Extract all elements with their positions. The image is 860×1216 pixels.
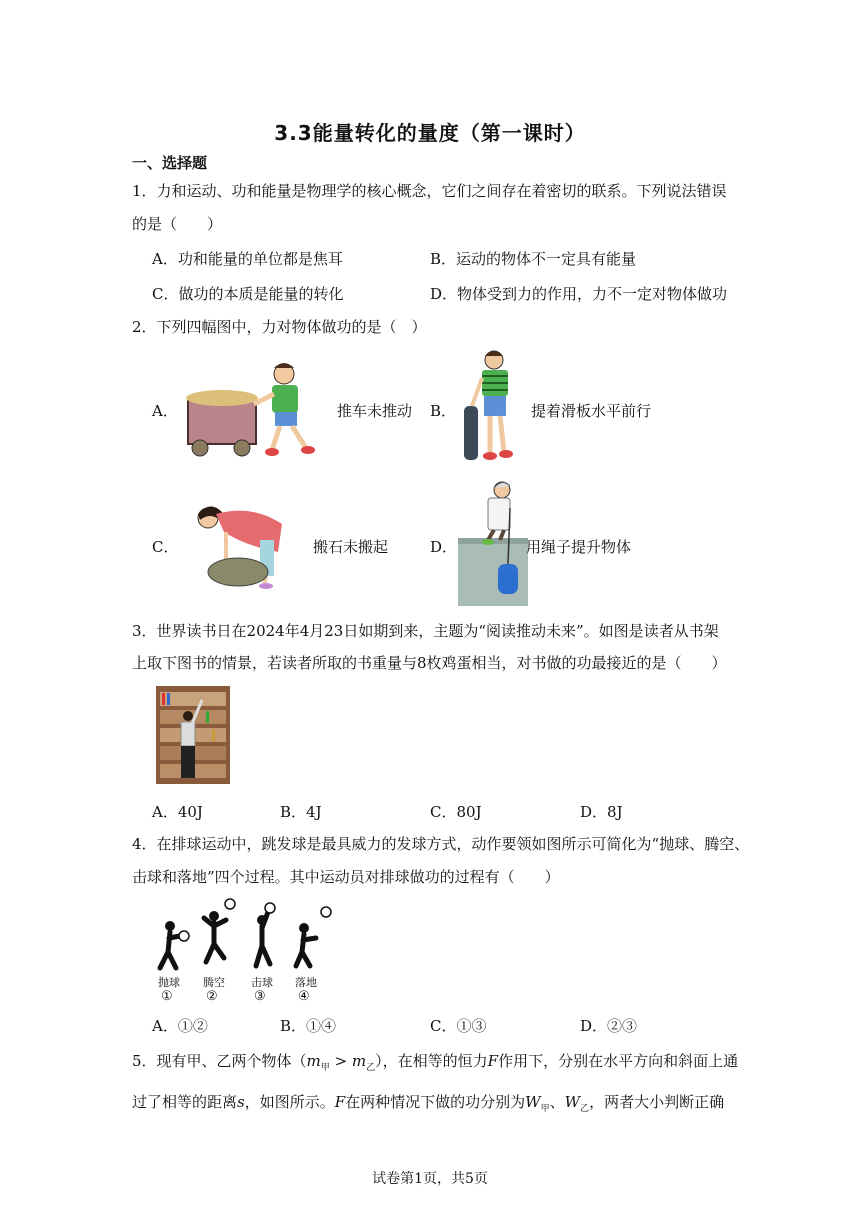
q4-num-2: ② bbox=[206, 989, 218, 1004]
q4-label-3: 击球 bbox=[251, 976, 273, 989]
q2-caption-d: 用绳子提升物体 bbox=[526, 538, 632, 556]
q4-option-d: D．②③ bbox=[580, 1017, 638, 1035]
land-figure bbox=[296, 907, 331, 966]
q4-label-1: 抛球 bbox=[158, 976, 180, 989]
q1-stem-line2: 的是（ ） bbox=[132, 215, 223, 233]
carry-skateboard-illustration bbox=[462, 348, 522, 468]
bookshelf-photo bbox=[156, 686, 230, 784]
q4-num-4: ④ bbox=[298, 989, 310, 1004]
push-cart-illustration bbox=[180, 360, 330, 460]
q5-stem-line1: 5．现有甲、乙两个物体$(m_甲 > m_乙)$，在相等的恒力F作用下，分别在水平方向和斜面上通 bbox=[132, 1052, 739, 1073]
jump-figure bbox=[204, 899, 235, 962]
q4-num-1: ① bbox=[161, 989, 173, 1004]
q3-option-b: B．4J bbox=[280, 803, 322, 821]
toss-figure bbox=[160, 921, 189, 968]
page-title: 3.3能量转化的量度（第一课时） bbox=[274, 121, 586, 145]
q2-caption-b: 提着滑板水平前行 bbox=[531, 402, 652, 420]
q2-option-d-label: D． bbox=[430, 538, 458, 556]
q3-option-c: C．80J bbox=[430, 803, 482, 821]
page-footer: 试卷第1页，共5页 bbox=[372, 1171, 488, 1187]
q2-option-b-label: B． bbox=[430, 402, 457, 420]
q4-option-c: C．①③ bbox=[430, 1017, 487, 1035]
q1-option-b: B．运动的物体不一定具有能量 bbox=[430, 250, 637, 268]
rope-lift-illustration bbox=[458, 478, 528, 606]
q4-stem-line1: 4．在排球运动中，跳发球是最具威力的发球方式，动作要领如图所示可简化为“抛球、腾空、 bbox=[132, 835, 750, 853]
section-heading: 一、选择题 bbox=[132, 154, 208, 172]
q2-caption-c: 搬石未搬起 bbox=[313, 538, 389, 556]
q4-option-b: B．①④ bbox=[280, 1017, 337, 1035]
q3-option-d: D．8J bbox=[580, 803, 623, 821]
q1-option-d: D．物体受到力的作用，力不一定对物体做功 bbox=[430, 285, 728, 303]
q1-option-a: A．功和能量的单位都是焦耳 bbox=[152, 250, 343, 268]
q1-stem-line1: 1．力和运动、功和能量是物理学的核心概念，它们之间存在着密切的联系。下列说法错误 bbox=[132, 182, 727, 200]
q4-num-3: ③ bbox=[254, 989, 266, 1004]
lift-stone-illustration bbox=[186, 494, 306, 590]
q2-option-c-label: C． bbox=[152, 538, 179, 556]
q1-option-c: C．做功的本质是能量的转化 bbox=[152, 285, 344, 303]
q4-option-a: A．①② bbox=[152, 1017, 208, 1035]
q2-option-a-label: A． bbox=[152, 402, 178, 420]
q3-stem-line1: 3．世界读书日在2024年4月23日如期到来，主题为“阅读推动未来”。如图是读者从书架 bbox=[132, 622, 719, 640]
q3-option-a: A．40J bbox=[152, 803, 203, 821]
q4-label-2: 腾空 bbox=[203, 976, 225, 989]
q4-stem-line2: 击球和落地”四个过程。其中运动员对排球做功的过程有（ ） bbox=[132, 868, 560, 886]
q2-caption-a: 推车未推动 bbox=[337, 402, 413, 420]
hit-figure bbox=[256, 903, 275, 966]
q3-stem-line2: 上取下图书的情景，若读者所取的书重量与8枚鸡蛋相当，对书做的功最接近的是（ ） bbox=[132, 654, 727, 672]
q4-label-4: 落地 bbox=[295, 976, 317, 989]
q5-stem-line2: 过了相等的距离s，如图所示。F在两种情况下做的功分别为$W_甲$、$W_乙$，两者大小判断正确 bbox=[132, 1093, 725, 1114]
q2-stem: 2．下列四幅图中，力对物体做功的是（ ） bbox=[132, 318, 427, 336]
